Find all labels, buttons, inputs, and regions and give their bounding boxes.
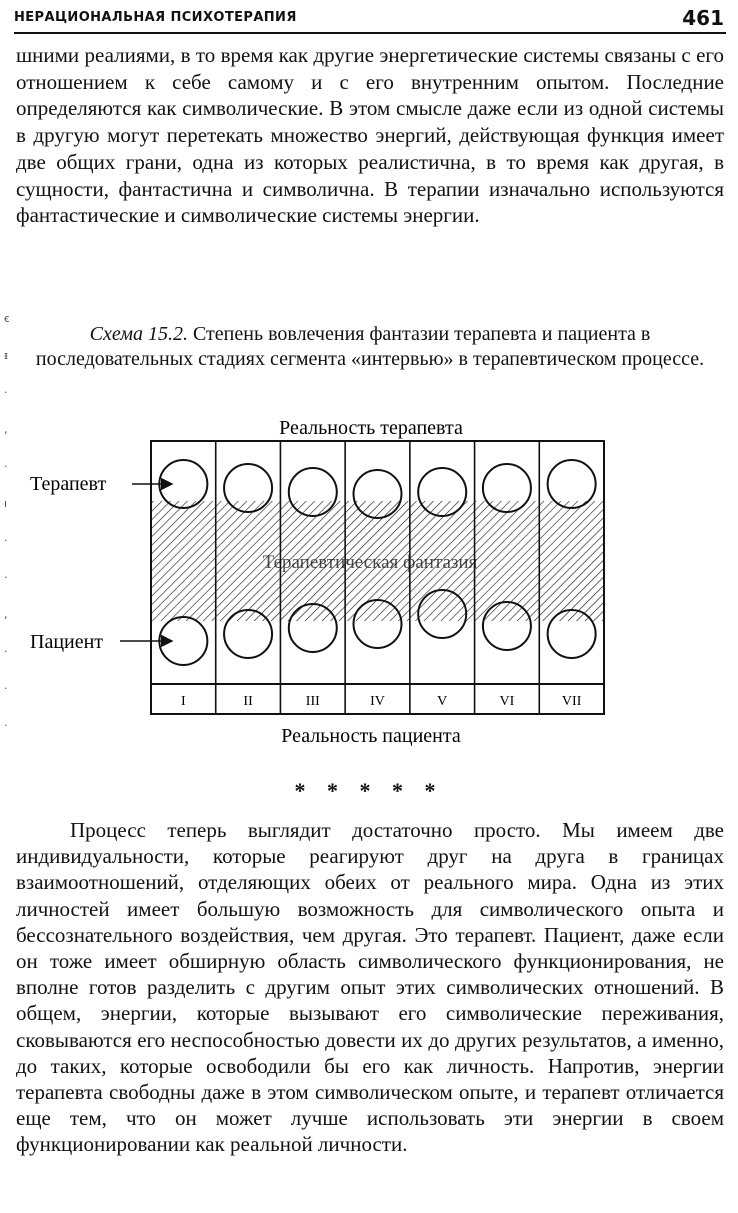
- therapist-circle: [548, 460, 596, 508]
- stage-label: II: [243, 694, 253, 709]
- patient-reality-label: Реальность пациента: [281, 725, 461, 747]
- stage-diagram: [0, 408, 738, 748]
- running-title: НЕРАЦИОНАЛЬНАЯ ПСИХОТЕРАПИЯ: [14, 10, 297, 25]
- stage-label: V: [437, 694, 448, 709]
- therapist-label: Терапевт: [30, 473, 107, 495]
- stage-label: I: [181, 694, 186, 709]
- fantasy-band-label: Терапевтическая фантазия: [262, 552, 478, 573]
- paragraph-2: Процесс теперь выглядит достаточно просто. Мы имеем две индивидуальности, которые реагируют друг на друга в границах взаимоотношений, отделяющих обеих от реального мира. Одна из этих личностей имеет большую возможность для символического опыта и бессознательного воздействия, чем другая. Это терапевт. Пациент, даже если он тоже имеет обширную область символического функционирования, не вполне готов разделить с другим опыт этих символических отношений. В общем, энергии, которые вызывают его символические переживания, сковываются его неспособностью довести их до других результатов, а именно, до таких, которые освободили бы его как личность. Напротив, энергии терапевта свободны даже в этом символическом опыте, и терапевт отличается еще тем, что он может лучше использовать эти энергии в своем функционировании как реальной личности.: [16, 818, 724, 1157]
- paragraph-1: шними реалиями, в то время как другие энергетические системы связаны с его отношением к себе самому и с его внутренним опытом. Последние определяются как символические. В этом смысле даже если из одной системы в другую могут перетекать множество энергий, действующая функция имеет две общих грани, одна из которых реалистична, в то время как другая, в сущности, фантастична и символична. В терапии изначально используются фантастические и символические системы энергии.: [16, 43, 724, 228]
- figure-caption-label: Схема 15.2.: [89, 323, 188, 345]
- stage-label: III: [305, 694, 320, 709]
- page-number: 461: [682, 6, 724, 30]
- page-header: [14, 6, 726, 34]
- patient-label: Пациент: [30, 631, 104, 653]
- section-separator: * * * * *: [294, 778, 444, 803]
- figure-caption-text: Степень вовлечения фантазии терапевта и пациента в последовательных стадиях сегмента «интервью» в терапевтическом процессе.: [35, 323, 705, 370]
- stage-label: IV: [370, 694, 385, 709]
- figure-caption: [30, 322, 710, 372]
- scan-margin-marks: ꞓ ᵻ · ‚ · ı · · ‚ · · ·: [4, 312, 10, 732]
- stage-labels: [181, 694, 582, 709]
- therapist-reality-label: Реальность терапевта: [279, 417, 463, 439]
- stage-label: VII: [561, 694, 582, 709]
- stage-label: VI: [499, 694, 515, 709]
